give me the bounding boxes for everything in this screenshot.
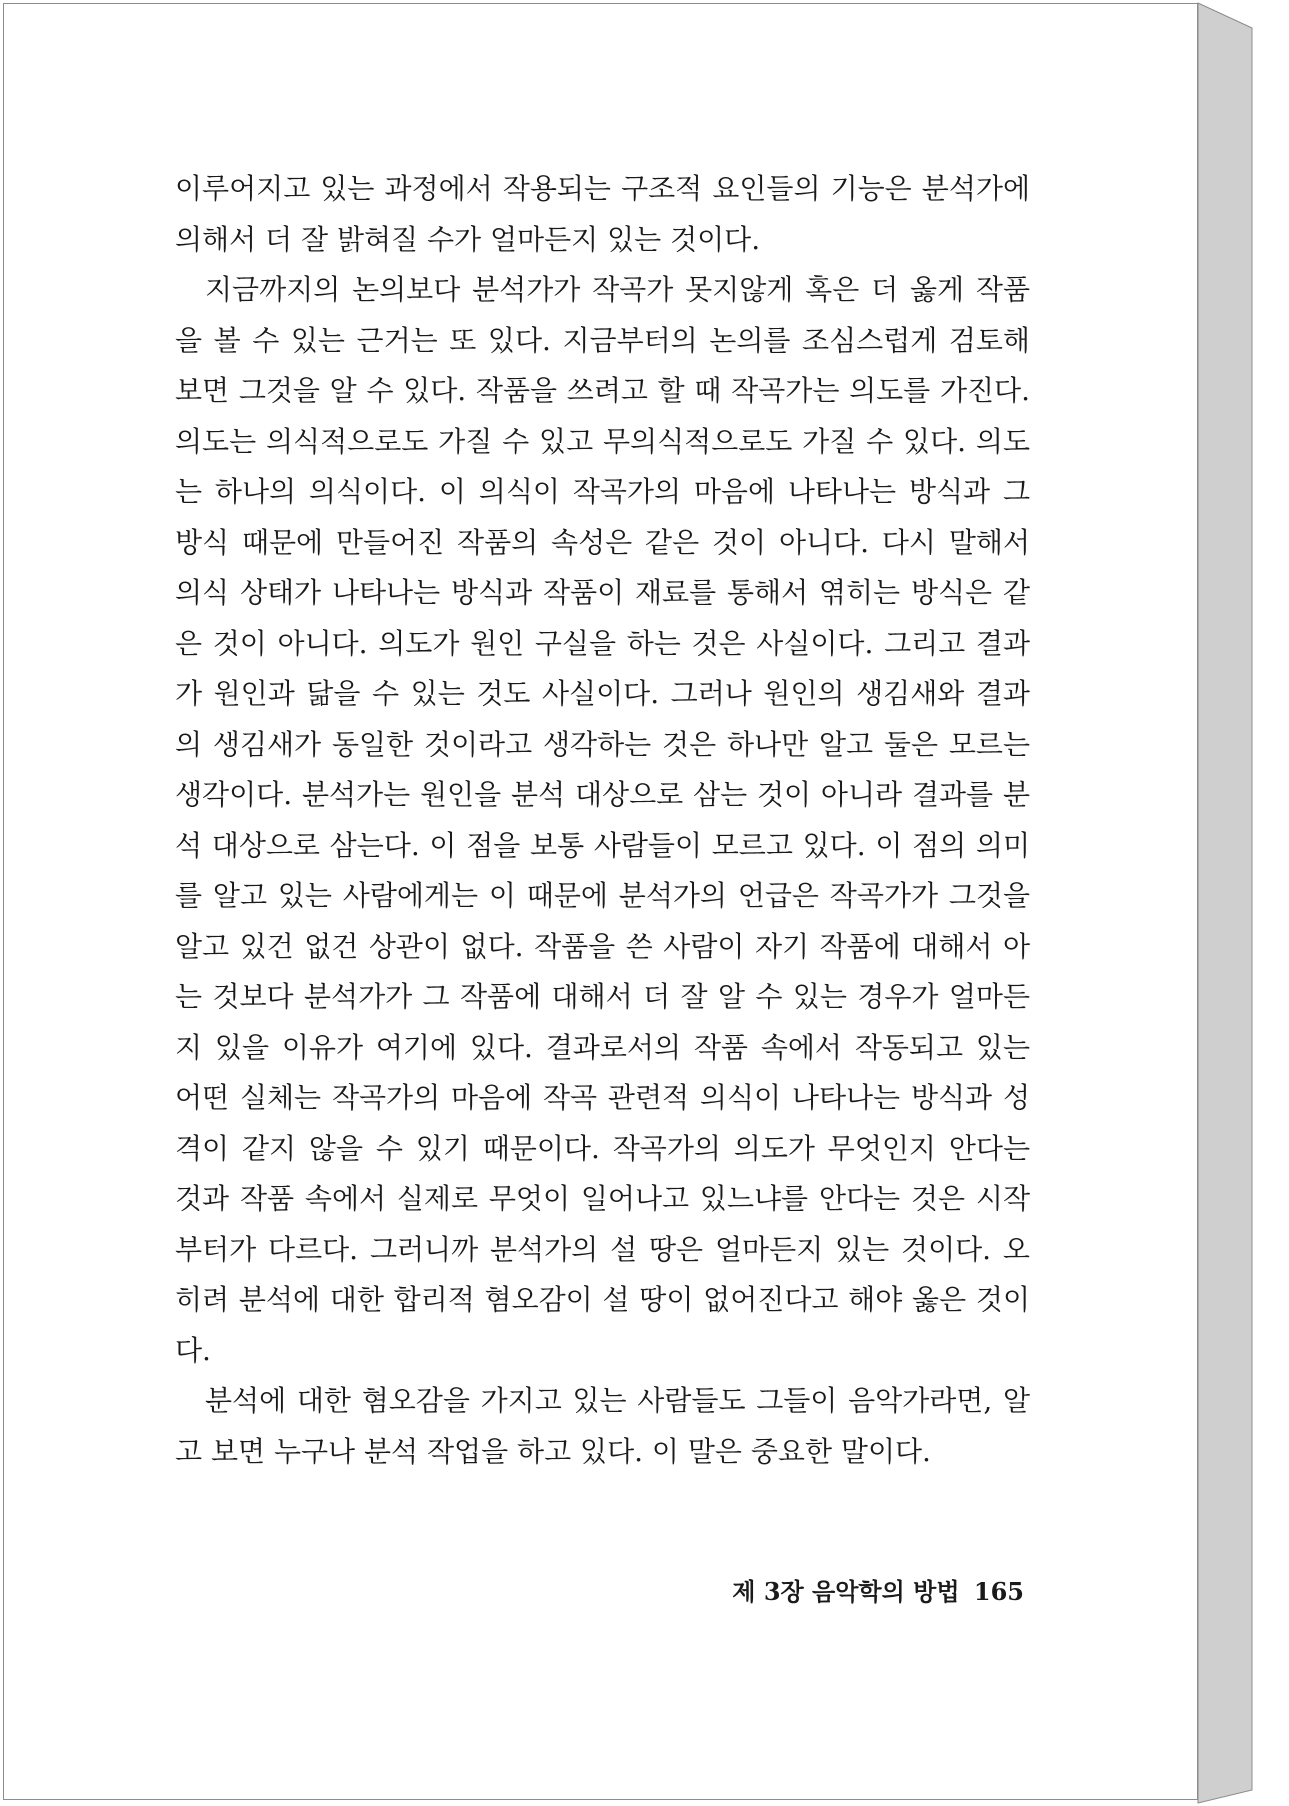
- page-footer: [724, 1572, 1024, 1607]
- paragraph-1: 이루어지고 있는 과정에서 작용되는 구조적 요인들의 기능은 분석가에 의해서 더 잘 밝혀질 수가 얼마든지 있는 것이다.: [175, 172, 1030, 256]
- paragraph-2: 지금까지의 논의보다 분석가가 작곡가 못지않게 혹은 더 옳게 작품을 볼 수 있는 근거는 또 있다. 지금부터의 논의를 조심스럽게 검토해 보면 그것을 알 수 있다. 작품을 쓰려고 할 때 작곡가는 의도를 가진다. 의도는 의식적으로도 가질 수 있고 무의식적으로도 가질 수 있다. 의도는 하나의 의식이다. 이 의식이 작곡가의 마음에 나타나는 방식과 그 방식 때문에 만들어진 작품의 속성은 같은 것이 아니다. 다시 말해서 의식 상태가 나타나는 방식과 작품이 재료를 통해서 엮히는 방식은 같은 것이 아니다. 의도가 원인 구실을 하는 것은 사실이다. 그리고 결과가 원인과 닮을 수 있는 것도 사실이다. 그러나 원인의 생김새와 결과의 생김새가 동일한 것이라고 생각하는 것은 하나만 알고 둘은 모르는 생각이다. 분석가는 원인을 분석 대상으로 삼는 것이 아니라 결과를 분석 대상으로 삼는다. 이 점을 보통 사람들이 모르고 있다. 이 점의 의미를 알고 있는 사람에게는 이 때문에 분석가의 언급은 작곡가가 그것을 알고 있건 없건 상관이 없다. 작품을 쓴 사람이 자기 작품에 대해서 아는 것보다 분석가가 그 작품에 대해서 더 잘 알 수 있는 경우가 얼마든지 있을 이유가 여기에 있다. 결과로서의 작품 속에서 작동되고 있는 어떤 실체는 작곡가의 마음에 작곡 관련적 의식이 나타나는 방식과 성격이 같지 않을 수 있기 때문이다. 작곡가의 의도가 무엇인지 안다는 것과 작품 속에서 실제로 무엇이 일어나고 있느냐를 안다는 것은 시작부터가 다르다. 그러니까 분석가의 설 땅은 얼마든지 있는 것이다. 오히려 분석에 대한 합리적 혐오감이 설 땅이 없어진다고 해야 옳은 것이다.: [175, 273, 1030, 1367]
- body-text: [175, 164, 1030, 1477]
- chapter-title: 제 3장 음악학의 방법: [732, 1577, 960, 1606]
- page-number: 165: [973, 1577, 1024, 1606]
- paragraph-3: 분석에 대한 혐오감을 가지고 있는 사람들도 그들이 음악가라면, 알고 보면 누구나 분석 작업을 하고 있다. 이 말은 중요한 말이다.: [175, 1384, 1030, 1468]
- page: [3, 3, 1198, 1800]
